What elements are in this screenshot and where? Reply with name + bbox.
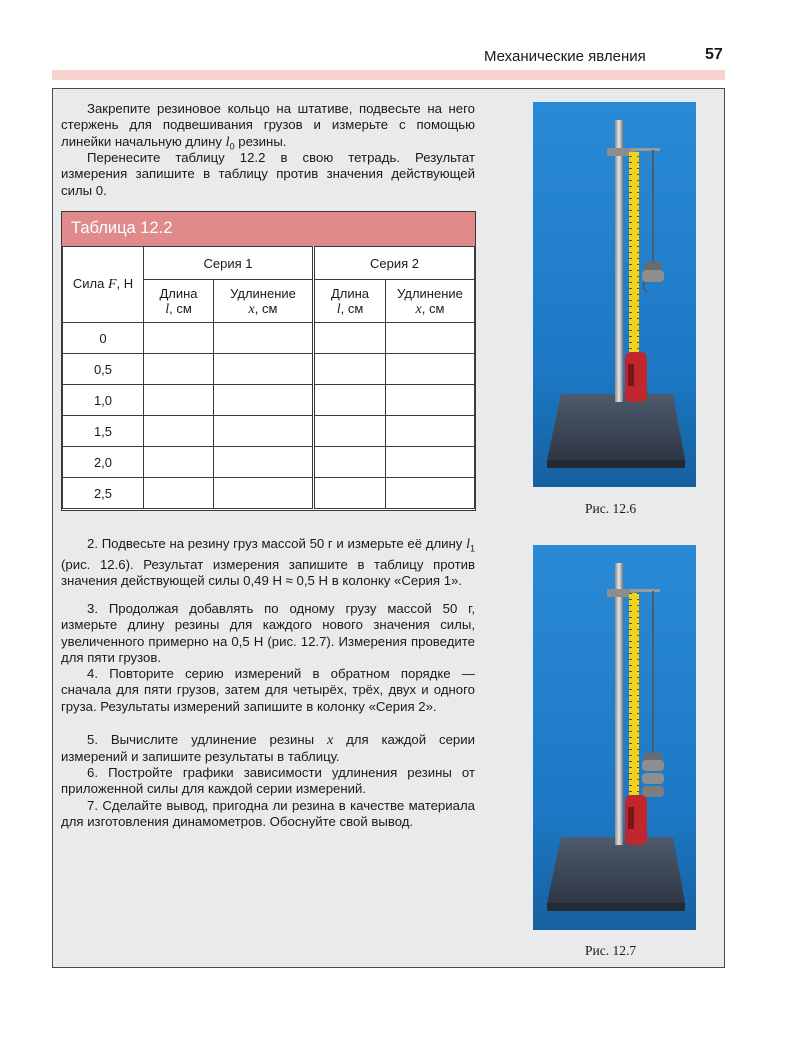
- cell: [214, 354, 314, 385]
- force-value: 0: [63, 323, 144, 354]
- elongation-header-s1: Удлинение x, см: [214, 280, 314, 323]
- force-value: 2,5: [63, 478, 144, 509]
- table-row: [63, 323, 475, 354]
- length-header-s1: Длина l, см: [144, 280, 214, 323]
- force-value: 2,0: [63, 447, 144, 478]
- cell: [144, 416, 214, 447]
- stand-with-one-weight-illustration: [533, 102, 696, 487]
- cell: [144, 385, 214, 416]
- force-column-header: Сила F, Н: [63, 247, 144, 323]
- force-value: 0,5: [63, 354, 144, 385]
- cell: [314, 323, 386, 354]
- table-12-2: [61, 211, 476, 511]
- cell: [386, 416, 475, 447]
- series-2-header: Серия 2: [314, 247, 475, 280]
- length-header-s2: Длина l, см: [314, 280, 386, 323]
- page-number: 57: [705, 46, 723, 63]
- cell: [386, 447, 475, 478]
- cell: [314, 478, 386, 509]
- cell: [144, 447, 214, 478]
- table-row: [63, 354, 475, 385]
- table-row: [63, 478, 475, 509]
- table-row: [63, 385, 475, 416]
- table-title: Таблица 12.2: [62, 212, 475, 246]
- cell: [386, 385, 475, 416]
- force-value: 1,5: [63, 416, 144, 447]
- elongation-header-s2: Удлинение x, см: [386, 280, 475, 323]
- cell: [214, 447, 314, 478]
- measurement-table: [62, 246, 475, 509]
- cell: [214, 478, 314, 509]
- stand-with-several-weights-illustration: [533, 545, 696, 930]
- cell: [144, 478, 214, 509]
- figure-12-7-photo: [533, 545, 696, 930]
- running-header: [0, 46, 794, 68]
- step-5: 5. Вычислите удлинение резины x для каждой серии измерений и запишите результаты в таблицу.: [61, 732, 475, 765]
- figure-12-6-photo: [533, 102, 696, 487]
- intro-paragraph-1: Закрепите резиновое кольцо на штативе, подвесьте на него стержень для подвешивания грузов и измерьте с помощью линейки начальную длину $l_0$ резины.: [61, 101, 475, 152]
- cell: [144, 354, 214, 385]
- step-7: 7. Сделайте вывод, пригодна ли резина в качестве материала для изготовления динамометров. Обоснуйте свой вывод.: [61, 798, 475, 830]
- cell: [314, 385, 386, 416]
- cell: [386, 478, 475, 509]
- figure-12-7-caption: Рис. 12.7: [585, 943, 637, 958]
- cell: [214, 385, 314, 416]
- step-3: 3. Продолжая добавлять по одному грузу массой 50 г, измерьте длину резины для каждого нового значения силы, увеличенного примерно на 0,5 Н (рис. 12.7). Измерения проведите для пяти грузов.: [61, 601, 475, 665]
- figure-12-6-caption: Рис. 12.6: [585, 501, 637, 516]
- intro-paragraph-2: Перенесите таблицу 12.2 в свою тетрадь. Результат измерения запишите в таблицу против значения действующей силы 0.: [61, 150, 475, 198]
- cell: [386, 323, 475, 354]
- series-1-header: Серия 1: [144, 247, 314, 280]
- cell: [214, 323, 314, 354]
- chapter-title: Механические явления: [484, 48, 646, 65]
- table-row: [63, 416, 475, 447]
- cell: [314, 354, 386, 385]
- cell: [214, 416, 314, 447]
- cell: [314, 416, 386, 447]
- cell: [386, 354, 475, 385]
- step-2: 2. Подвесьте на резину груз массой 50 г и измерьте её длину $l_1$ (рис. 12.6). Результат измерения запишите в таблицу против значения действующей силы 0,49 Н ≈ 0,5 Н в колонку «Серия 1».: [61, 536, 475, 589]
- step-4: 4. Повторите серию измерений в обратном порядке — сначала для пяти грузов, затем для четырёх, трёх, двух и одного груза. Результаты измерений запишите в колонку «Серия 2».: [61, 666, 475, 714]
- force-value: 1,0: [63, 385, 144, 416]
- header-band: [52, 70, 725, 80]
- cell: [314, 447, 386, 478]
- cell: [144, 323, 214, 354]
- step-6: 6. Постройте графики зависимости удлинения резины от приложенной силы для каждой серии измерений.: [61, 765, 475, 797]
- table-row: [63, 447, 475, 478]
